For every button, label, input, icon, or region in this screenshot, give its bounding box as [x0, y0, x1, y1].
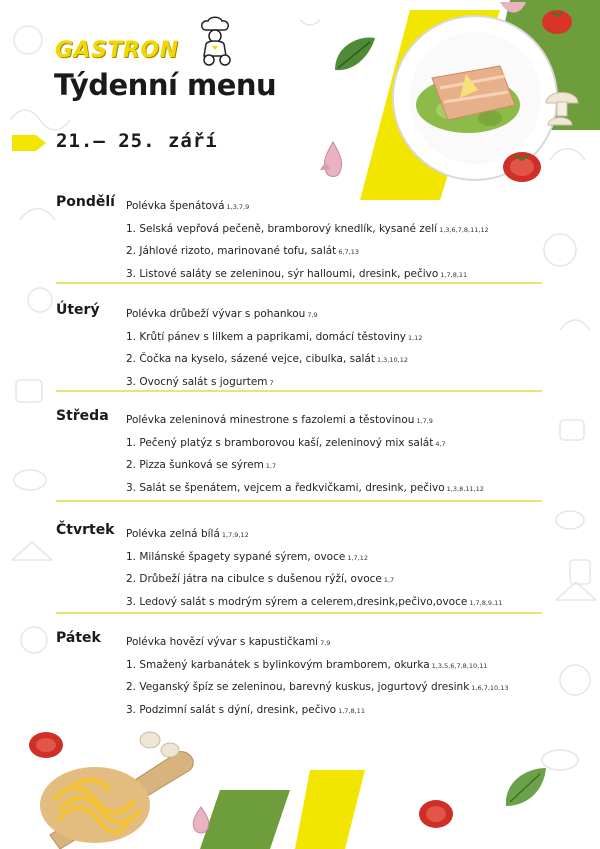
allergens: 1,7,12: [347, 553, 369, 562]
allergens: 1,3,8,11,12: [446, 484, 484, 493]
mushroom-icon: [542, 85, 582, 135]
allergens: 1,7: [383, 576, 395, 584]
allergens: 1,12: [407, 333, 423, 342]
allergens: 1,7: [265, 462, 277, 470]
allergens: 1,3,5,6,7,8,10,11: [431, 661, 488, 670]
page-title: Týdenní menu: [54, 68, 277, 102]
gastron-logo: GASTRON: [55, 38, 179, 63]
menu-item: 3. Ledový salát s modrým sýrem a celerem,dresink,pečivo,ovoce 1,7,8,9,11: [126, 595, 503, 608]
allergens: 1,3,6,7,8,11,12: [439, 225, 489, 234]
menu-item: 2. Veganský špíz se zeleninou, barevný kuskus, jogurtový dresink 1,6,7,10,13: [126, 681, 509, 693]
day-name: Úterý: [56, 302, 100, 318]
menu-item: 3. Ovocný salát s jogurtem 7: [126, 375, 274, 388]
tomato-icon: [416, 796, 456, 830]
allergens: 1,7,9: [416, 417, 433, 425]
allergens: 7,9: [307, 311, 318, 319]
garlic-icon: [318, 140, 348, 180]
separator: [56, 390, 542, 392]
menu-item: 1. Selská vepřová pečeně, bramborový knedlík, kysané zelí 1,3,6,7,8,11,12: [126, 222, 489, 235]
menu-item: 2. Jáhlové rizoto, marinované tofu, salát 6,7,13: [126, 245, 359, 257]
menu-item: 2. Čočka na kyselo, sázené vejce, cibulka, salát 1,3,10,12: [126, 353, 408, 365]
garlic-icon: [498, 0, 528, 16]
allergens: 1,3,10,12: [376, 356, 408, 364]
separator: [56, 282, 542, 284]
menu-item: 1. Krůtí pánev s lilkem a paprikami, domácí těstoviny 1,12: [126, 330, 423, 343]
menu-item: Polévka zeleninová minestrone s fazolemi a těstovinou 1,7,9: [126, 414, 433, 426]
separator: [56, 612, 542, 614]
day-name: Pátek: [56, 630, 101, 646]
arrow-marker-icon: [12, 135, 46, 151]
allergens: 6,7,13: [338, 248, 359, 256]
menu-item: Polévka drůbeží vývar s pohankou 7,9: [126, 308, 318, 320]
menu-item: 1. Pečený platýz s bramborovou kaší, zeleninový mix salát 4,7: [126, 436, 446, 449]
menu-item: 1. Milánské špagety sypané sýrem, ovoce 1,7,12: [126, 550, 369, 563]
allergens: 7,9: [320, 639, 331, 647]
chef-mascot-icon: [196, 16, 238, 66]
allergens: 1,3,7,9: [226, 203, 250, 211]
separator: [56, 500, 542, 502]
tomato-icon: [26, 728, 66, 760]
leaf-icon: [500, 762, 550, 812]
tomato-icon: [500, 148, 544, 184]
menu-item: Polévka hovězí vývar s kapustičkami 7,9: [126, 636, 331, 648]
menu-item: 1. Smažený karbanátek s bylinkovým bramborem, okurka 1,3,5,6,7,8,10,11: [126, 658, 488, 671]
menu-item: Polévka zelná bílá 1,7,9,12: [126, 528, 249, 540]
allergens: 1,7,8,11: [338, 706, 365, 715]
menu-item: 2. Drůbeží játra na cibulce s dušenou rýží, ovoce 1,7: [126, 573, 395, 585]
allergens: 7: [269, 378, 274, 387]
menu-item: Polévka špenátová 1,3,7,9: [126, 200, 250, 212]
tomato-icon: [540, 6, 574, 36]
bottom-stripes: [200, 760, 370, 849]
allergens: 1,6,7,10,13: [471, 684, 509, 692]
allergens: 4,7: [435, 439, 446, 448]
menu-item: 3. Salát se špenátem, vejcem a ředkvičkami, dresink, pečivo 1,3,8,11,12: [126, 481, 484, 494]
day-name: Pondělí: [56, 194, 115, 210]
leaf-icon: [330, 30, 380, 80]
allergens: 1,7,9,12: [221, 531, 249, 539]
garlic-icon: [186, 805, 216, 835]
allergens: 1,7,8,9,11: [469, 598, 503, 607]
day-name: Čtvrtek: [56, 522, 115, 538]
menu-item: 2. Pizza šunková se sýrem 1,7: [126, 459, 277, 471]
menu-item: 3. Listové saláty se zeleninou, sýr halloumi, dresink, pečivo 1,7,8,11: [126, 267, 468, 280]
allergens: 1,7,8,11: [440, 270, 468, 279]
day-name: Středa: [56, 408, 109, 424]
date-range: 21.– 25. září: [56, 130, 218, 152]
menu-item: 3. Podzimní salát s dýní, dresink, pečivo 1,7,8,11: [126, 703, 365, 716]
